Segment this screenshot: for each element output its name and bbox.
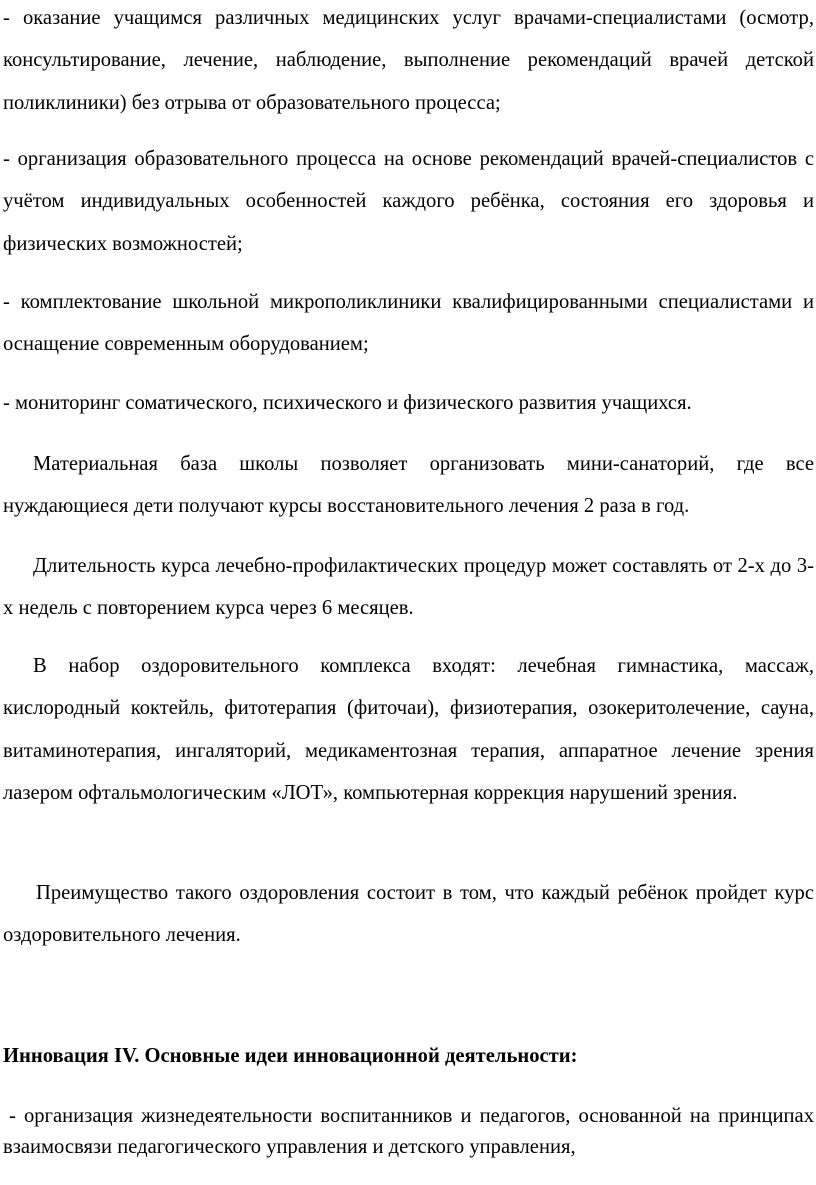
paragraph-material-base: Материальная база школы позволяет организовать мини-санаторий, где все нуждающиеся дети получают курсы восстановительного лечения 2 раза в год. xyxy=(3,453,814,518)
bullet-medical-services: - оказание учащимся различных медицинских услуг врачами-специалистами (осмотр, консультирование, лечение, наблюдение, выполнение рекомендаций врачей детской поликлиники) без отрыва от образовательного процесса; xyxy=(3,7,814,114)
bullet-educational-process: - организация образовательного процесса на основе рекомендаций врачей-специалистов с учётом индивидуальных особенностей каждого ребёнка, состояния его здоровья и физических возможностей; xyxy=(3,148,814,255)
innovation-heading: Инновация IV. Основные идеи инновационной деятельности: xyxy=(3,1045,578,1067)
bullet-life-organization: - организация жизнедеятельности воспитанников и педагогов, основанной на принципах взаимосвязи педагогического управления и детского управления, xyxy=(3,1105,814,1158)
bullet-monitoring: - мониторинг соматического, психического и физического развития учащихся. xyxy=(3,392,692,414)
paragraph-health-complex: В набор оздоровительного комплекса входят: лечебная гимнастика, массаж, кислородный коктейль, фитотерапия (фиточаи), физиотерапия, озокеритолечение, сауна, витаминотерапия, ингаляторий, медикаментозная терапия, аппаратное лечение зрения лазером офтальмологическим «ЛОТ», компьютерная коррекция нарушений зрения. xyxy=(3,655,814,805)
paragraph-course-duration: Длительность курса лечебно-профилактических процедур может составлять от 2-х до 3-х недель с повторением курса через 6 месяцев. xyxy=(3,555,814,620)
paragraph-advantage: Преимущество такого оздоровления состоит в том, что каждый ребёнок пройдет курс оздоровительного лечения. xyxy=(3,882,814,947)
bullet-staffing: - комплектование школьной микрополиклиники квалифицированными специалистами и оснащение современным оборудованием; xyxy=(3,291,814,356)
